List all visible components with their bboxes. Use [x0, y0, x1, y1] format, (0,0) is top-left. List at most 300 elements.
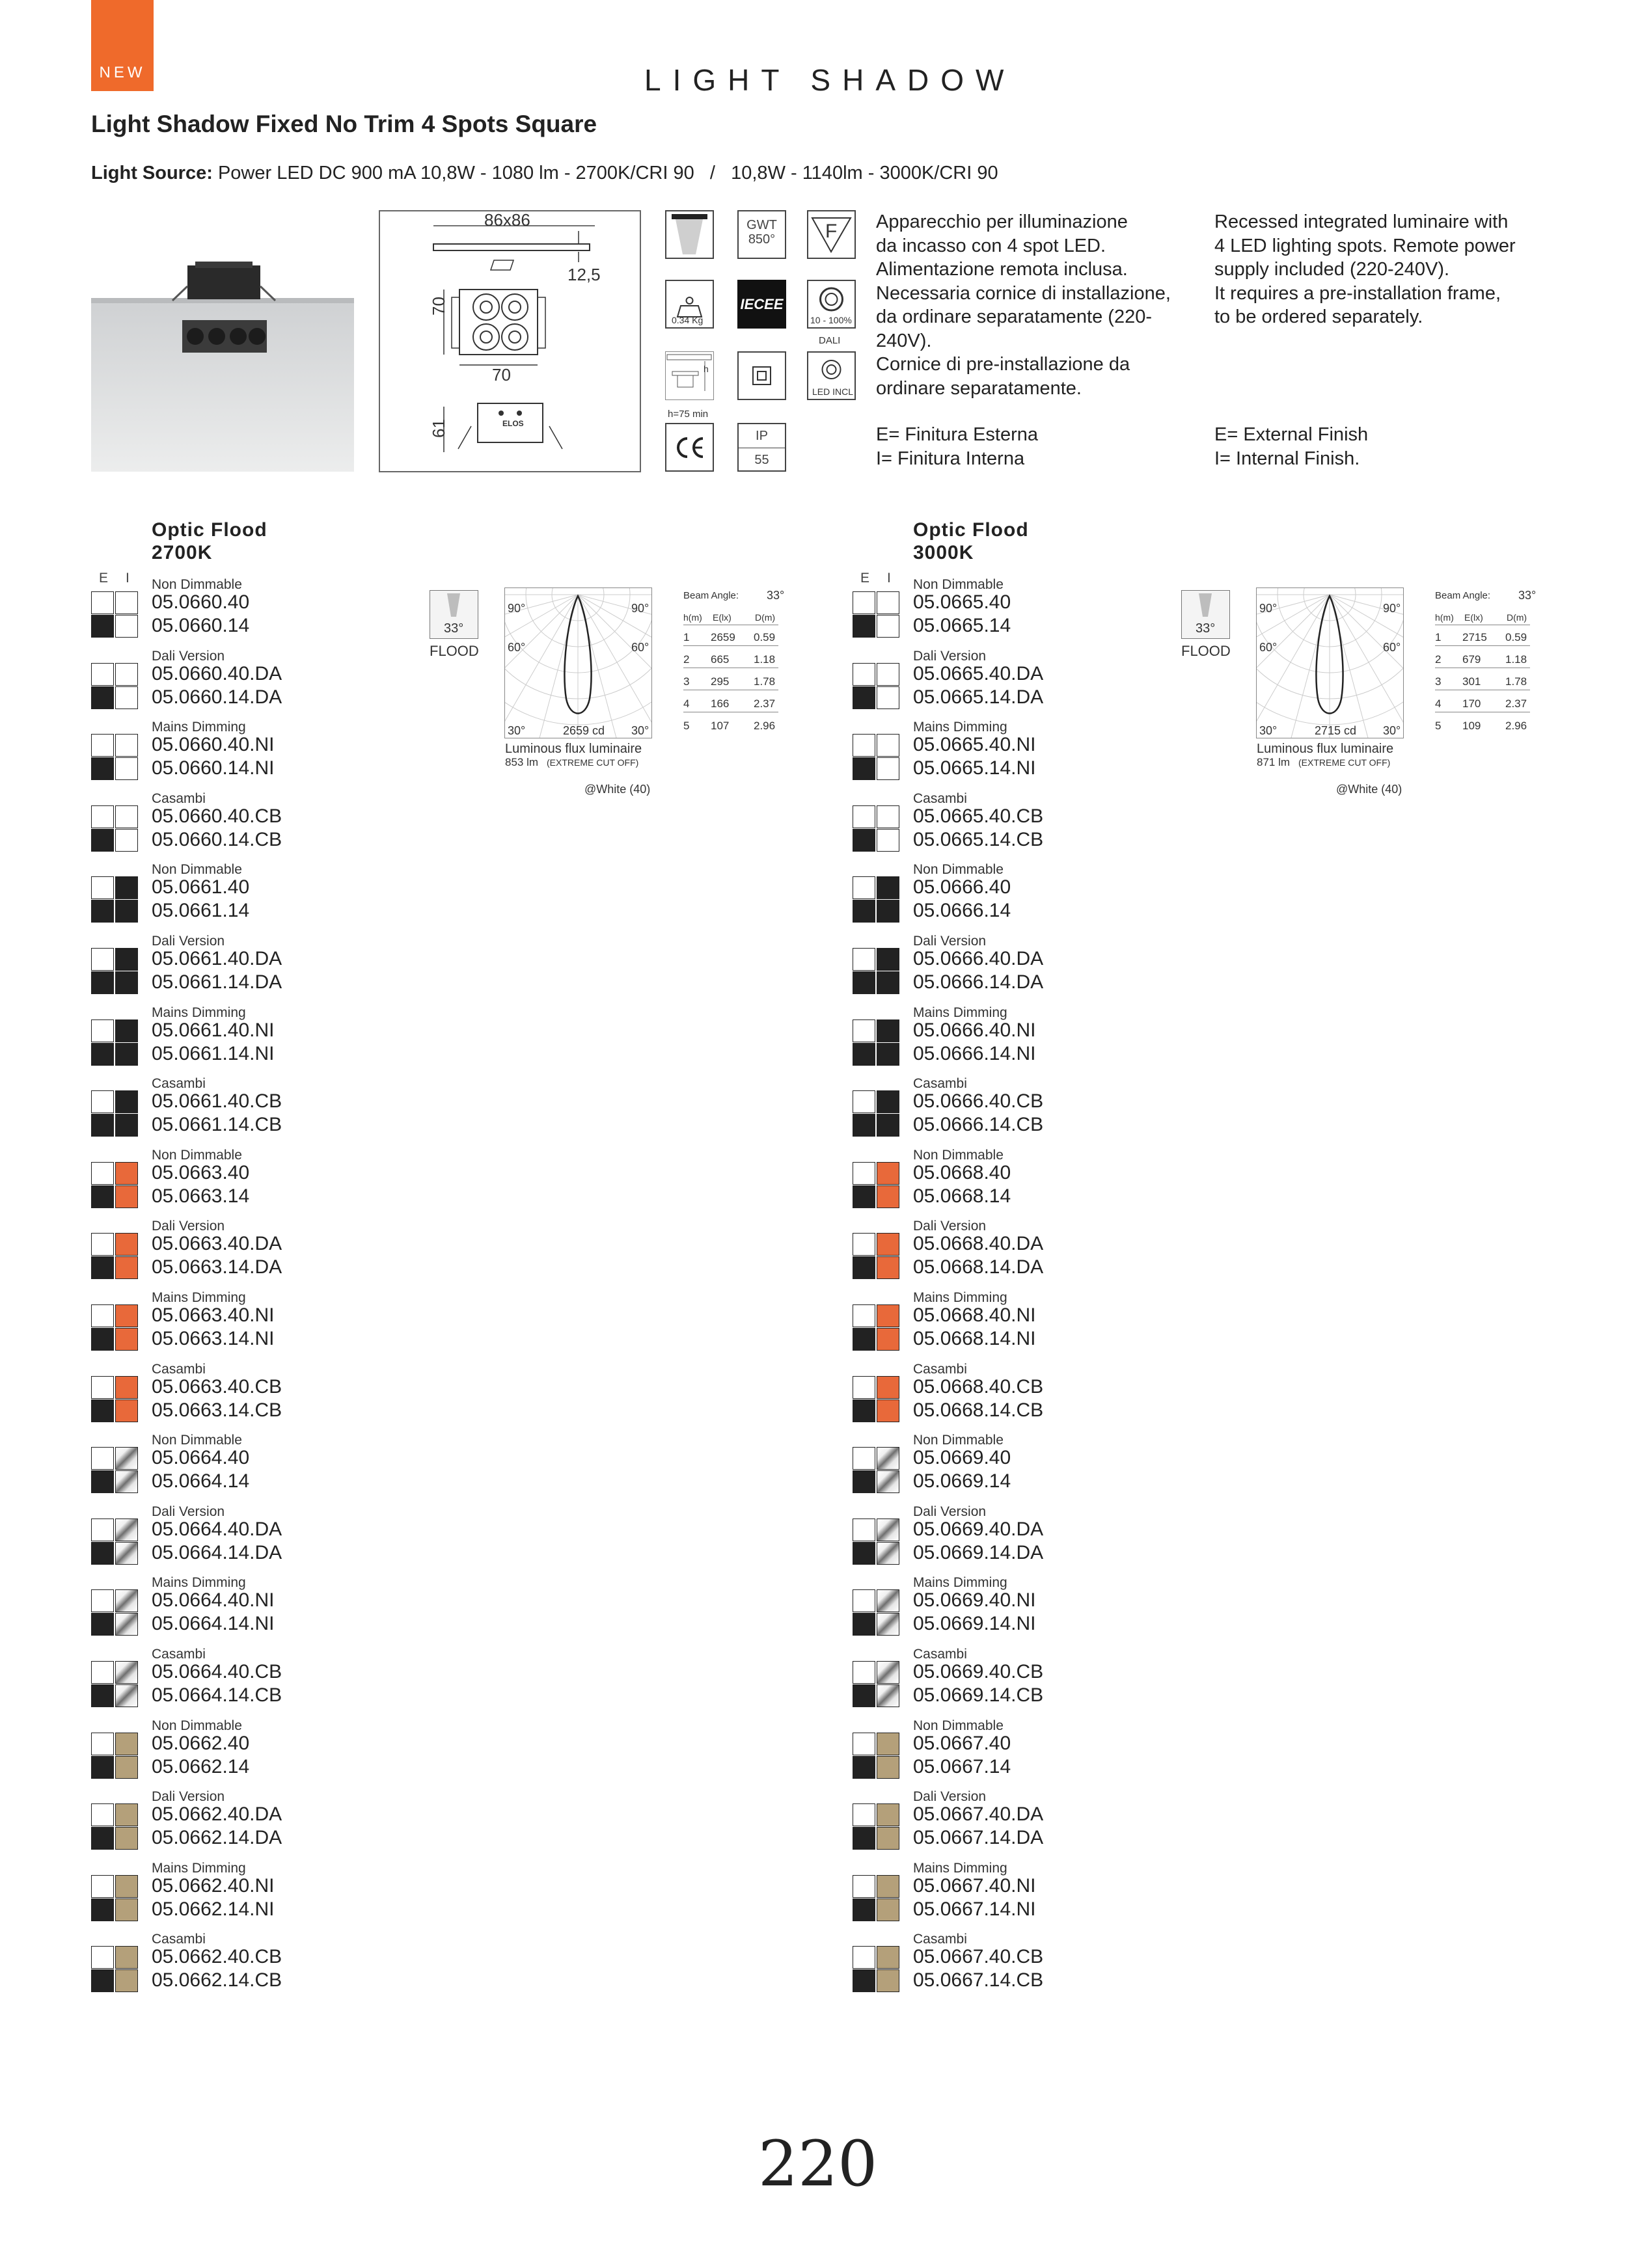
- finish-swatch-e-white: [91, 663, 114, 686]
- version-label: Dali Version: [913, 1219, 987, 1234]
- icon-ce: [665, 423, 714, 472]
- finish-swatch-i: [115, 734, 138, 757]
- finish-it-external: E= Finitura Esterna: [876, 424, 1039, 445]
- finish-swatch-i: [877, 1043, 899, 1066]
- finish-swatch-e-black: [91, 1684, 114, 1707]
- version-label: Non Dimmable: [152, 1147, 242, 1163]
- cutoff-note: (EXTREME CUT OFF): [1298, 757, 1391, 768]
- table-cell: 1.18: [1505, 653, 1527, 666]
- version-label: Dali Version: [152, 1504, 225, 1519]
- finish-swatch-e-black: [91, 1542, 114, 1565]
- product-code-external: 05.0660.40.NI: [152, 734, 275, 756]
- product-code-external: 05.0667.40: [913, 1732, 1011, 1754]
- finish-swatch-i: [877, 900, 899, 923]
- angle-60-left: 60°: [1259, 641, 1278, 654]
- finish-swatch-i: [115, 1661, 138, 1684]
- finish-swatch-i: [877, 1019, 899, 1042]
- finish-swatch-e-black: [91, 1969, 114, 1992]
- drawing-plate-label: ELOS: [502, 419, 524, 428]
- finish-swatch-e-white: [853, 663, 875, 686]
- finish-swatch-e-black: [91, 971, 114, 994]
- product-code-external: 05.0663.40.NI: [152, 1304, 275, 1326]
- product-code-internal: 05.0662.14.CB: [152, 1969, 282, 1991]
- finish-swatch-i: [877, 1256, 899, 1279]
- version-label: Non Dimmable: [913, 1147, 1004, 1163]
- finish-swatch-i: [115, 1613, 138, 1636]
- light-source-label: Light Source:: [91, 163, 213, 183]
- finish-swatch-i: [877, 1589, 899, 1612]
- finish-swatch-e-white: [853, 591, 875, 614]
- finish-swatch-e-white: [853, 805, 875, 828]
- version-label: Non Dimmable: [152, 1718, 242, 1733]
- product-code-internal: 05.0660.14.DA: [152, 686, 282, 708]
- f-mark-letter: F: [825, 221, 838, 242]
- finish-swatch-i: [115, 1162, 138, 1185]
- icon-iecee: IECEE: [737, 280, 786, 329]
- version-label: Non Dimmable: [913, 1718, 1004, 1733]
- finish-swatch-e-black: [853, 1613, 875, 1636]
- product-code-external: 05.0661.40: [152, 876, 250, 898]
- finish-swatch-e-black: [853, 900, 875, 923]
- finish-swatch-i: [877, 1969, 899, 1992]
- finish-swatch-e-white: [91, 1661, 114, 1684]
- product-code-internal: 05.0667.14.NI: [913, 1898, 1036, 1920]
- version-label: Casambi: [913, 1647, 967, 1662]
- finish-swatch-e-black: [853, 829, 875, 852]
- finish-swatch-i: [115, 1827, 138, 1850]
- version-label: Dali Version: [152, 1789, 225, 1805]
- ei-header-e: E: [99, 571, 109, 586]
- product-code-internal: 05.0665.14.DA: [913, 686, 1044, 708]
- finish-swatch-i: [877, 948, 899, 971]
- product-code-internal: 05.0663.14.CB: [152, 1399, 282, 1421]
- finish-swatch-e-white: [853, 1376, 875, 1399]
- product-code-external: 05.0667.40.DA: [913, 1803, 1044, 1826]
- product-code-internal: 05.0668.14.DA: [913, 1256, 1044, 1278]
- finish-swatch-i: [115, 1875, 138, 1898]
- finish-swatch-i: [115, 1470, 138, 1493]
- finish-swatch-e-white: [853, 1661, 875, 1684]
- finish-swatch-e-white: [853, 1447, 875, 1470]
- finish-swatch-e-black: [853, 615, 875, 638]
- icon-weight: [665, 280, 714, 329]
- product-code-external: 05.0667.40.NI: [913, 1874, 1036, 1897]
- finish-swatch-e-white: [853, 1162, 875, 1185]
- table-cell: 4: [683, 697, 690, 710]
- finish-swatch-i: [115, 971, 138, 994]
- beam-icon-angle: 33°: [1196, 621, 1216, 636]
- new-badge: NEW: [91, 0, 154, 91]
- table-cell: 665: [711, 653, 730, 666]
- product-code-internal: 05.0668.14: [913, 1185, 1011, 1207]
- beam-icon-angle: 33°: [444, 621, 464, 636]
- finish-swatch-i: [115, 1756, 138, 1779]
- table-cell: 2.37: [754, 697, 776, 710]
- finish-swatch-e-black: [91, 1613, 114, 1636]
- flux-label: Luminous flux luminaire: [1257, 742, 1394, 756]
- finish-en-external: E= External Finish: [1214, 424, 1369, 445]
- finish-swatch-e-white: [853, 1019, 875, 1042]
- table-cell: 295: [711, 675, 730, 688]
- product-code-external: 05.0663.40: [152, 1161, 250, 1183]
- table-cell: 679: [1462, 653, 1481, 666]
- product-code-external: 05.0668.40: [913, 1161, 1011, 1183]
- finish-swatch-e-black: [853, 1684, 875, 1707]
- angle-90-right: 90°: [631, 602, 649, 615]
- finish-swatch-e-black: [91, 1114, 114, 1137]
- finish-swatch-i: [877, 1756, 899, 1779]
- finish-swatch-e-white: [853, 1304, 875, 1327]
- version-label: Mains Dimming: [913, 720, 1007, 735]
- product-code-internal: 05.0663.14: [152, 1185, 250, 1207]
- finish-swatch-i: [115, 1803, 138, 1826]
- finish-swatch-i: [115, 1090, 138, 1113]
- product-code-internal: 05.0668.14.NI: [913, 1328, 1036, 1349]
- dali-range: 10 - 100%: [810, 315, 852, 325]
- finish-swatch-i: [877, 971, 899, 994]
- finish-note: @White (40): [584, 783, 651, 796]
- finish-en-internal: I= Internal Finish.: [1214, 448, 1360, 469]
- product-code-external: 05.0669.40.CB: [913, 1661, 1044, 1682]
- product-code-internal: 05.0665.14: [913, 615, 1011, 636]
- finish-swatch-e-black: [853, 1470, 875, 1493]
- product-code-internal: 05.0667.14.CB: [913, 1969, 1044, 1991]
- ei-header-i: I: [126, 571, 130, 586]
- finish-swatch-e-white: [91, 591, 114, 614]
- finish-swatch-i: [877, 757, 899, 780]
- finish-swatch-e-white: [853, 1733, 875, 1755]
- finish-swatch-i: [115, 948, 138, 971]
- finish-swatch-i: [877, 829, 899, 852]
- product-code-internal: 05.0666.14: [913, 900, 1011, 922]
- finish-swatch-e-black: [853, 1827, 875, 1850]
- table-cell: 301: [1462, 675, 1481, 688]
- product-code-internal: 05.0669.14: [913, 1470, 1011, 1492]
- finish-swatch-i: [877, 1185, 899, 1208]
- product-code-internal: 05.0664.14.CB: [152, 1684, 282, 1706]
- table-cell: 109: [1462, 720, 1481, 732]
- product-code-internal: 05.0669.14.NI: [913, 1613, 1036, 1635]
- version-label: Mains Dimming: [913, 1860, 1007, 1876]
- finish-swatch-i: [877, 615, 899, 638]
- finish-swatch-i: [115, 1684, 138, 1707]
- table-row-rule: [683, 645, 778, 646]
- led-incl-label: LED INCL: [812, 386, 854, 397]
- table-cell: 1.18: [754, 653, 776, 666]
- version-label: Casambi: [152, 1932, 206, 1947]
- table-header: E(lx): [713, 612, 731, 623]
- finish-swatch-e-white: [853, 1519, 875, 1541]
- cutoff-note: (EXTREME CUT OFF): [547, 757, 639, 768]
- finish-swatch-i: [877, 1447, 899, 1470]
- finish-swatch-i: [115, 615, 138, 638]
- finish-it: [876, 423, 1038, 470]
- description-it: Apparecchio per illuminazione da incasso con 4 spot LED. Alimentazione remota inclusa. Necessaria cornice di installazione, da ordinare separatamente (220- 240V). Cornice di pre-installazione da ordinare separatamente.: [876, 211, 1171, 399]
- table-cell: 166: [711, 697, 730, 710]
- product-code-external: 05.0662.40.NI: [152, 1874, 275, 1897]
- finish-swatch-i: [115, 805, 138, 828]
- version-label: Dali Version: [913, 1789, 987, 1805]
- table-cell: 3: [683, 675, 690, 688]
- finish-swatch-i: [877, 663, 899, 686]
- finish-swatch-e-black: [853, 1542, 875, 1565]
- finish-en: [1214, 423, 1368, 470]
- finish-swatch-e-black: [91, 1043, 114, 1066]
- finish-swatch-i: [877, 1328, 899, 1351]
- product-code-internal: 05.0661.14.NI: [152, 1042, 275, 1064]
- finish-swatch-i: [877, 1827, 899, 1850]
- product-code-external: 05.0668.40.DA: [913, 1233, 1044, 1255]
- table-cell: 1.78: [754, 675, 776, 688]
- optic-label: FLOOD: [1181, 643, 1231, 659]
- finish-swatch-e-white: [853, 1946, 875, 1969]
- finish-swatch-i: [115, 1019, 138, 1042]
- product-code-external: 05.0660.40.DA: [152, 662, 282, 684]
- ei-header-i: I: [887, 571, 891, 586]
- version-label: Non Dimmable: [152, 577, 242, 592]
- angle-30-right: 30°: [631, 724, 649, 737]
- version-label: Non Dimmable: [913, 862, 1004, 878]
- version-label: Dali Version: [152, 1219, 225, 1234]
- icon-f-mark: [807, 210, 856, 259]
- finish-swatch-i: [115, 591, 138, 614]
- finish-note: @White (40): [1336, 783, 1402, 796]
- finish-swatch-e-black: [91, 1185, 114, 1208]
- polar-diagram: [504, 587, 652, 738]
- angle-90-left: 90°: [1259, 602, 1278, 615]
- finish-swatch-i: [877, 1233, 899, 1256]
- finish-swatch-e-black: [91, 615, 114, 638]
- ip-label: IP: [739, 424, 785, 448]
- table-cell: 2715: [1462, 631, 1487, 643]
- table-cell: 5: [683, 720, 690, 732]
- finish-swatch-e-black: [853, 1043, 875, 1066]
- product-code-internal: 05.0663.14.NI: [152, 1328, 275, 1349]
- table-cell: 1.78: [1505, 675, 1527, 688]
- product-code-internal: 05.0668.14.CB: [913, 1399, 1044, 1421]
- finish-swatch-e-white: [853, 1090, 875, 1113]
- finish-swatch-i: [877, 1376, 899, 1399]
- table-cell: 1: [683, 631, 690, 643]
- optic-label: FLOOD: [430, 643, 479, 659]
- product-code-external: 05.0665.40.CB: [913, 805, 1044, 827]
- dim-top: 86x86: [484, 210, 530, 230]
- finish-swatch-i: [115, 1399, 138, 1422]
- dim-height: 61: [429, 419, 448, 438]
- finish-swatch-e-black: [853, 971, 875, 994]
- finish-swatch-i: [115, 663, 138, 686]
- product-code-internal: 05.0665.14.CB: [913, 828, 1044, 850]
- finish-swatch-i: [877, 591, 899, 614]
- finish-swatch-e-white: [91, 1019, 114, 1042]
- finish-swatch-i: [877, 1733, 899, 1755]
- version-label: Dali Version: [913, 648, 987, 664]
- product-code-internal: 05.0663.14.DA: [152, 1256, 282, 1278]
- finish-swatch-e-white: [853, 1803, 875, 1826]
- product-code-external: 05.0667.40.CB: [913, 1946, 1044, 1968]
- table-cell: 2.96: [754, 720, 776, 732]
- finish-swatch-e-white: [853, 948, 875, 971]
- icon-shadow: [665, 210, 714, 259]
- technical-drawing: [379, 210, 641, 472]
- product-code-internal: 05.0662.14: [152, 1755, 250, 1777]
- product-code-internal: 05.0665.14.NI: [913, 757, 1036, 779]
- product-code-internal: 05.0664.14.NI: [152, 1613, 275, 1635]
- product-code-internal: 05.0664.14: [152, 1470, 250, 1492]
- photometry-3000k: [1181, 582, 1546, 803]
- version-label: Non Dimmable: [913, 577, 1004, 592]
- version-label: Mains Dimming: [152, 1575, 246, 1591]
- product-code-internal: 05.0667.14.DA: [913, 1827, 1044, 1849]
- angle-30-right: 30°: [1383, 724, 1401, 737]
- finish-swatch-i: [877, 1875, 899, 1898]
- icon-ceiling-thickness: [665, 351, 714, 400]
- finish-swatch-i: [877, 1470, 899, 1493]
- finish-swatch-i: [115, 1519, 138, 1541]
- product-code-external: 05.0662.40: [152, 1732, 250, 1754]
- flux-label: Luminous flux luminaire: [505, 742, 642, 756]
- version-label: Dali Version: [152, 934, 225, 949]
- flux-value: 871 lm: [1257, 756, 1291, 768]
- version-label: Mains Dimming: [913, 1005, 1007, 1020]
- finish-swatch-e-black: [91, 686, 114, 709]
- product-code-internal: 05.0660.14.CB: [152, 828, 282, 850]
- product-code-external: 05.0665.40.NI: [913, 734, 1036, 756]
- version-label: Mains Dimming: [152, 1290, 246, 1305]
- icon-led-incl: [807, 351, 856, 400]
- product-code-internal: 05.0661.14.DA: [152, 971, 282, 993]
- beam-angle-label: Beam Angle:: [1435, 590, 1491, 601]
- product-code-internal: 05.0669.14.CB: [913, 1684, 1044, 1706]
- version-label: Dali Version: [913, 934, 987, 949]
- h-min-label: h=75 min: [668, 409, 709, 420]
- finish-swatch-i: [877, 1304, 899, 1327]
- finish-swatch-i: [877, 1114, 899, 1137]
- polar-diagram: [1256, 587, 1404, 738]
- angle-60-right: 60°: [631, 641, 649, 654]
- product-code-internal: 05.0662.14.NI: [152, 1898, 275, 1920]
- ip-value: 55: [754, 453, 769, 467]
- beam-angle-value: 33°: [767, 589, 785, 602]
- finish-swatch-i: [115, 1233, 138, 1256]
- product-code-external: 05.0666.40.DA: [913, 948, 1044, 969]
- version-label: Casambi: [913, 790, 967, 806]
- version-label: Non Dimmable: [152, 1433, 242, 1448]
- product-title: Light Shadow Fixed No Trim 4 Spots Square: [91, 111, 597, 137]
- code-column-3000k: [853, 517, 1152, 2007]
- finish-swatch-e-white: [91, 1733, 114, 1755]
- light-source-value: Power LED DC 900 mA 10,8W - 1080 lm - 2700K/CRI 90 / 10,8W - 1140lm - 3000K/CRI 90: [217, 163, 998, 183]
- beam-angle-label: Beam Angle:: [683, 590, 739, 601]
- finish-swatch-e-black: [853, 1114, 875, 1137]
- finish-swatch-e-white: [91, 1803, 114, 1826]
- finish-swatch-e-black: [91, 900, 114, 923]
- product-code-internal: 05.0661.14.CB: [152, 1114, 282, 1136]
- product-code-external: 05.0666.40: [913, 876, 1011, 898]
- finish-swatch-e-white: [853, 734, 875, 757]
- finish-swatch-i: [115, 900, 138, 923]
- finish-swatch-e-black: [91, 829, 114, 852]
- finish-swatch-i: [115, 757, 138, 780]
- finish-swatch-e-black: [853, 1756, 875, 1779]
- finish-swatch-e-white: [91, 1090, 114, 1113]
- product-code-external: 05.0660.40.CB: [152, 805, 282, 827]
- light-source: [91, 163, 998, 184]
- code-groups: [91, 517, 390, 2007]
- dim-depth-edge: 12,5: [567, 265, 601, 284]
- finish-swatch-i: [115, 1542, 138, 1565]
- finish-swatch-e-white: [91, 948, 114, 971]
- h-letter: h: [704, 364, 709, 374]
- table-header: E(lx): [1464, 612, 1483, 623]
- finish-swatch-e-black: [91, 757, 114, 780]
- product-code-external: 05.0669.40.NI: [913, 1589, 1036, 1612]
- product-code-external: 05.0662.40.CB: [152, 1946, 282, 1968]
- table-cell: 170: [1462, 697, 1481, 710]
- finish-swatch-i: [877, 1684, 899, 1707]
- flux-value: 853 lm: [505, 756, 539, 768]
- finish-swatch-e-black: [91, 1399, 114, 1422]
- finish-swatch-e-white: [91, 1589, 114, 1612]
- version-label: Casambi: [152, 1076, 206, 1092]
- finish-swatch-i: [877, 1542, 899, 1565]
- angle-60-left: 60°: [508, 641, 526, 654]
- finish-swatch-e-black: [853, 1898, 875, 1921]
- finish-swatch-e-black: [853, 1399, 875, 1422]
- table-header: h(m): [683, 612, 702, 623]
- product-code-external: 05.0669.40: [913, 1447, 1011, 1469]
- finish-swatch-i: [877, 876, 899, 899]
- version-label: Casambi: [913, 1076, 967, 1092]
- table-cell: 0.59: [754, 631, 776, 643]
- finish-swatch-i: [877, 1090, 899, 1113]
- version-label: Mains Dimming: [152, 720, 246, 735]
- ei-header-e: E: [860, 571, 870, 586]
- finish-swatch-i: [115, 1969, 138, 1992]
- finish-swatch-i: [115, 1114, 138, 1137]
- icon-ip: [737, 423, 786, 472]
- table-cell: 2.37: [1505, 697, 1527, 710]
- table-row-rule: [1435, 645, 1530, 646]
- finish-swatch-e-white: [853, 1233, 875, 1256]
- finish-swatch-i: [877, 805, 899, 828]
- finish-swatch-e-black: [91, 1256, 114, 1279]
- finish-swatch-e-black: [91, 1328, 114, 1351]
- product-code-internal: 05.0664.14.DA: [152, 1541, 282, 1563]
- table-cell: 4: [1435, 697, 1442, 710]
- description-en: Recessed integrated luminaire with 4 LED lighting spots. Remote power supply included (220-240V). It requires a pre-installation frame, to be ordered separately.: [1214, 211, 1516, 327]
- finish-swatch-i: [115, 1898, 138, 1921]
- product-code-external: 05.0668.40.NI: [913, 1304, 1036, 1326]
- angle-30-left: 30°: [1259, 724, 1278, 737]
- finish-swatch-i: [877, 734, 899, 757]
- optic-title-line2: 3000K: [913, 542, 974, 563]
- product-code-external: 05.0660.40: [152, 591, 250, 613]
- table-cell: 107: [711, 720, 730, 732]
- product-code-external: 05.0664.40: [152, 1447, 250, 1469]
- finish-swatch-e-black: [91, 1827, 114, 1850]
- dim-bottom: 70: [492, 365, 511, 385]
- finish-swatch-i: [115, 1946, 138, 1969]
- product-code-internal: 05.0666.14.DA: [913, 971, 1044, 993]
- dali-label: DALI: [819, 335, 841, 346]
- optic-title-line1: Optic Flood: [913, 519, 1029, 541]
- finish-swatch-i: [115, 1256, 138, 1279]
- finish-swatch-i: [115, 1043, 138, 1066]
- finish-swatch-e-black: [853, 1328, 875, 1351]
- weight-label: 0.34 Kg: [672, 315, 704, 325]
- finish-swatch-e-white: [91, 1376, 114, 1399]
